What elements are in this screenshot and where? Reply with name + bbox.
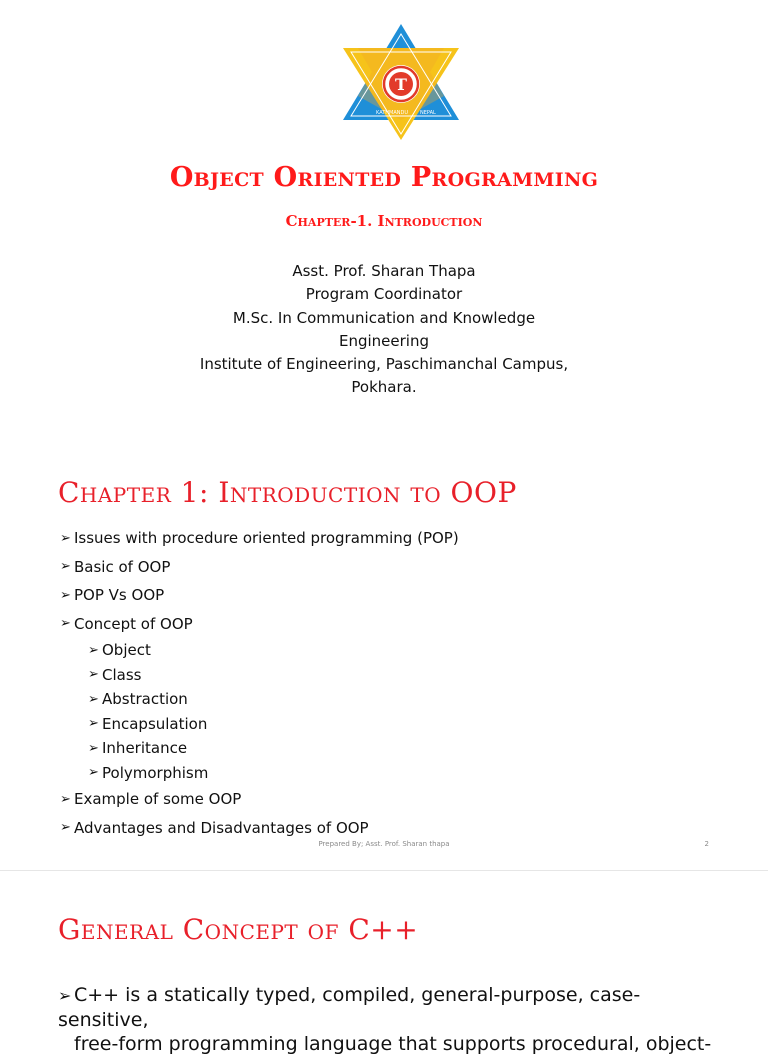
- arrow-bullet-icon: ➢: [60, 820, 71, 836]
- arrow-bullet-icon: ➢: [88, 740, 99, 756]
- arrow-bullet-icon: ➢: [60, 587, 71, 603]
- list-item: ➢ Example of some OOP: [60, 790, 242, 809]
- arrow-bullet-icon: ➢: [60, 791, 71, 807]
- logo-center-letter: T: [395, 75, 407, 94]
- slide-heading: Chapter 1: Introduction to OOP: [58, 476, 517, 509]
- arrow-bullet-icon: ➢: [88, 716, 99, 732]
- sub-list-item: ➢ Encapsulation: [88, 714, 208, 733]
- arrow-bullet-icon: ➢: [60, 616, 71, 632]
- sub-list-item: ➢ Class: [88, 665, 142, 684]
- arrow-bullet-icon: ➢: [88, 765, 99, 781]
- author-line: Asst. Prof. Sharan Thapa: [292, 262, 476, 280]
- slide-heading: General Concept of C++: [58, 913, 419, 946]
- author-line: Program Coordinator: [305, 285, 463, 304]
- institute-logo-icon: [340, 22, 462, 140]
- presentation-title: Object Oriented Programming: [169, 162, 599, 193]
- body-paragraph: [58, 983, 718, 1056]
- author-line: M.Sc. In Communication and Knowledge: [232, 308, 536, 327]
- page-number: 2: [704, 840, 709, 848]
- arrow-bullet-icon: ➢: [88, 667, 99, 683]
- outline-list: [60, 524, 459, 842]
- author-block: [0, 260, 768, 400]
- paragraph-line: free-form programming language that supports procedural, object-: [74, 1033, 712, 1055]
- author-line: Institute of Engineering, Paschimanchal Campus,: [199, 355, 569, 374]
- logo-left-text: KATHMANDU: [376, 110, 409, 116]
- chapter-subtitle: Chapter-1. Introduction: [285, 212, 483, 230]
- paragraph-line: C++ is a statically typed, compiled, general-purpose, case-sensitive,: [58, 984, 641, 1031]
- slide-footer: Prepared By; Asst. Prof. Sharan thapa: [318, 840, 450, 848]
- arrow-bullet-icon: ➢: [88, 642, 99, 658]
- sub-list-item: ➢ Inheritance: [88, 739, 188, 758]
- arrow-bullet-icon: ➢: [60, 559, 71, 575]
- author-line: Pokhara.: [351, 378, 417, 397]
- arrow-bullet-icon: ➢: [58, 986, 72, 1005]
- sub-list-item: ➢ Polymorphism: [88, 763, 209, 782]
- logo-right-text: NEPAL: [420, 110, 436, 116]
- list-item: ➢ Concept of OOP: [60, 614, 193, 633]
- arrow-bullet-icon: ➢: [60, 530, 71, 546]
- list-item: ➢ Issues with procedure oriented programming (POP): [60, 529, 459, 548]
- sub-list-item: ➢ Abstraction: [88, 690, 188, 709]
- title-slide: [0, 0, 768, 440]
- outline-slide: [0, 440, 768, 858]
- author-line: Engineering: [339, 331, 429, 350]
- concept-slide: [0, 870, 768, 1055]
- sub-list-item: ➢ Object: [88, 641, 151, 660]
- list-item: ➢ POP Vs OOP: [60, 586, 165, 605]
- list-item: ➢ Basic of OOP: [60, 557, 171, 576]
- list-item: ➢ Advantages and Disadvantages of OOP: [60, 818, 369, 837]
- arrow-bullet-icon: ➢: [88, 691, 99, 707]
